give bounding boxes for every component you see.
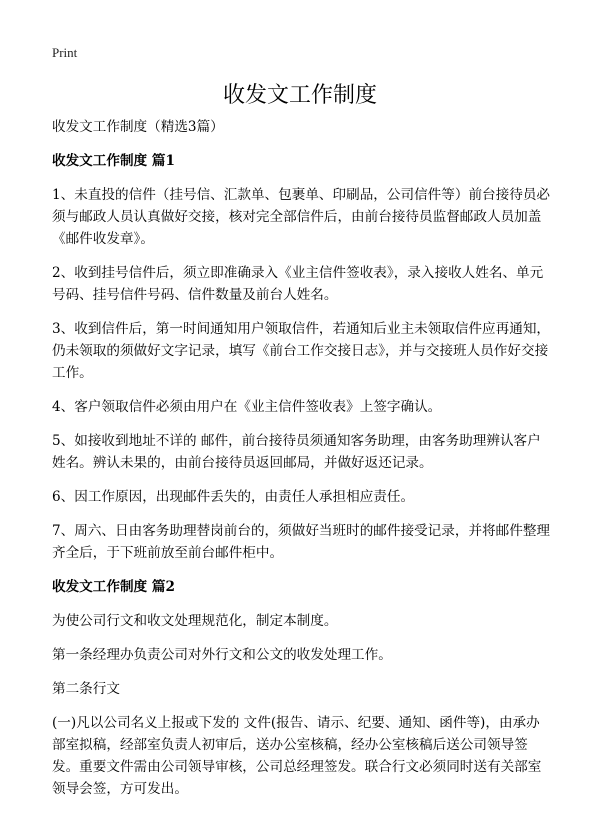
paragraph: (一)凡以公司名义上报或下发的 文件(报告、请示、纪要、通知、函件等)，由承办部室拟稿，经部室负责人初审后，送办公室核稿，经办公室核稿后送公司领导签发。重要文件需由公司领导审核，公司总经理签发。联合行文必须同时送有关部室领导会签，方可发出。 bbox=[52, 715, 542, 797]
paragraph: 2、收到挂号信件后，须立即准确录入《业主信件签收表》，录入接收人姓名、单元号码、挂号信件号码、信件数量及前台人姓名。 bbox=[52, 265, 544, 303]
paragraph: 6、因工作原因，出现邮件丢失的，由责任人承担相应责任。 bbox=[52, 489, 415, 505]
print-link[interactable]: Print bbox=[52, 45, 78, 60]
paragraph: 第一条经理办负责公司对外行文和公文的收发处理工作。 bbox=[52, 647, 392, 663]
paragraph: 4、客户领取信件必须由用户在《业主信件签收表》上签字确认。 bbox=[52, 399, 442, 415]
document-body bbox=[52, 116, 552, 812]
paragraph: 5、如接收到地址不详的 邮件，前台接待员须通知客务助理，由客务助理辨认客户姓名。辨认未果的，由前台接待员返回邮局，并做好返还记录。 bbox=[52, 433, 541, 471]
paragraph: 1、未直投的信件（挂号信、汇款单、包裹单、印刷品，公司信件等）前台接待员必须与邮政人员认真做好交接，核对完全部信件后，由前台接待员监督邮政人员加盖《邮件收发章》。 bbox=[52, 187, 551, 247]
section-heading: 收发文工作制度 篇2 bbox=[52, 579, 175, 595]
document-title: 收发文工作制度 bbox=[222, 83, 377, 108]
paragraph: 第二条行文 bbox=[52, 681, 120, 697]
paragraph: 3、收到信件后，第一时间通知用户领取信件，若通知后业主未领取信件应再通知，仍未领取的须做好文字记录，填写《前台工作交接日志》，并与交接班人员作好交接工作。 bbox=[52, 321, 551, 381]
section-heading: 收发文工作制度 篇1 bbox=[52, 153, 175, 169]
paragraph: 为使公司行文和收文处理规范化，制定本制度。 bbox=[52, 613, 338, 629]
paragraph: 7、周六、日由客务助理替岗前台的，须做好当班时的邮件接受记录，并将邮件整理齐全后，于下班前放至前台邮件柜中。 bbox=[52, 523, 551, 561]
document-subtitle: 收发文工作制度（精选3篇） bbox=[52, 119, 224, 135]
